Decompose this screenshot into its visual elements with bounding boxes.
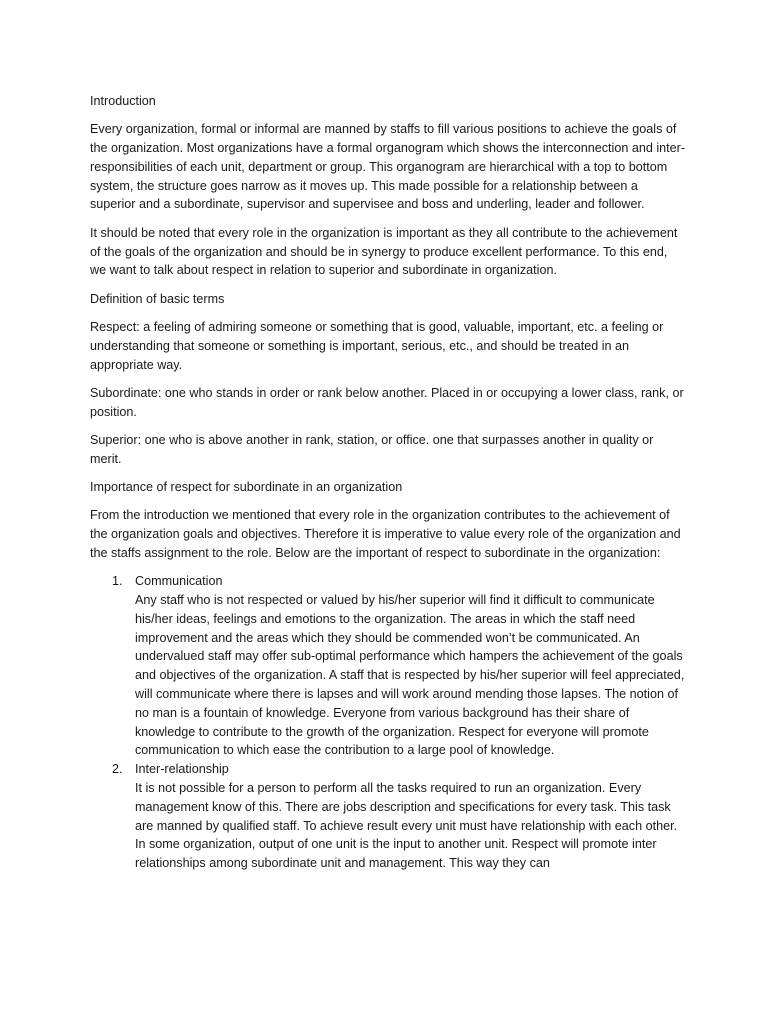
importance-paragraph: From the introduction we mentioned that every role in the organization contributes to the achievement of the organization goals and objectives. Therefore it is imperative to value every role of the organization and the staffs assignment to the role. Below are the important of respect to subordinate in the organization: — [90, 508, 681, 560]
definition-respect: Respect: a feeling of admiring someone or something that is good, valuable, important, etc. a feeling or understanding that someone or something is important, serious, etc., and should be treated in an appropriate way. — [90, 319, 664, 372]
importance-heading: Importance of respect for subordinate in an organization — [90, 480, 403, 495]
definition-superior: Superior: one who is above another in rank, station, or office. one that surpasses another in quality or merit. — [90, 432, 654, 466]
intro-heading: Introduction — [90, 94, 156, 108]
list-number: 2. — [112, 762, 123, 777]
list-item-inter-relationship — [90, 760, 686, 873]
list-number: 1. — [112, 574, 123, 589]
list-item-title: Inter-relationship — [135, 762, 229, 777]
intro-paragraph-2: It should be noted that every role in the organization is important as they all contribute to the achievement of the goals of the organization and should be in synergy to produce excellent performance. To this end, we want to talk about respect in relation to superior and subordinate in organization. — [90, 225, 678, 278]
numbered-list — [90, 572, 686, 873]
definition-subordinate: Subordinate: one who stands in order or rank below another. Placed in or occupying a lower class, rank, or position. — [90, 385, 684, 419]
list-item-body: It is not possible for a person to perform all the tasks required to run an organization. Every management know of this. There are jobs description and specifications for every task. This task are manned by qualified staff. To achieve result every unit must have relationship with each other. In some organization, output of one unit is the input to another unit. Respect will promote inter relationships among subordinate unit and management. This way they can — [135, 781, 678, 871]
intro-paragraph-1: Every organization, formal or informal are manned by staffs to fill various positions to achieve the goals of the organization. Most organizations have a formal organogram which shows the interconnection and inter-responsibilities of each unit, department or group. This organogram are hierarchical with a top to bottom system, the structure goes narrow as it moves up. This made possible for a relationship between a superior and a subordinate, supervisor and supervisee and boss and underling, leader and follower. — [90, 122, 686, 212]
list-item-communication — [90, 572, 686, 760]
document-content — [90, 92, 686, 873]
list-item-title: Communication — [135, 574, 223, 589]
definitions-heading: Definition of basic terms — [90, 291, 225, 306]
list-item-body: Any staff who is not respected or valued by his/her superior will find it difficult to communicate his/her ideas, feelings and emotions to the organization. The areas in which the staff need improvement and the areas which they should be commended won’t be communicated. An undervalued staff may offer sub-optimal performance which hampers the achievement of the goals and objectives of the organization. A staff that is respected by his/her superior will feel appreciated, will communicate where there is lapses and will work around mending those lapses. The notion of no man is a fountain of knowledge. Everyone from various background has their share of knowledge to contribute to the growth of the organization. Respect for everyone will promote communication to which ease the contribution to a large pool of knowledge. — [135, 593, 685, 758]
